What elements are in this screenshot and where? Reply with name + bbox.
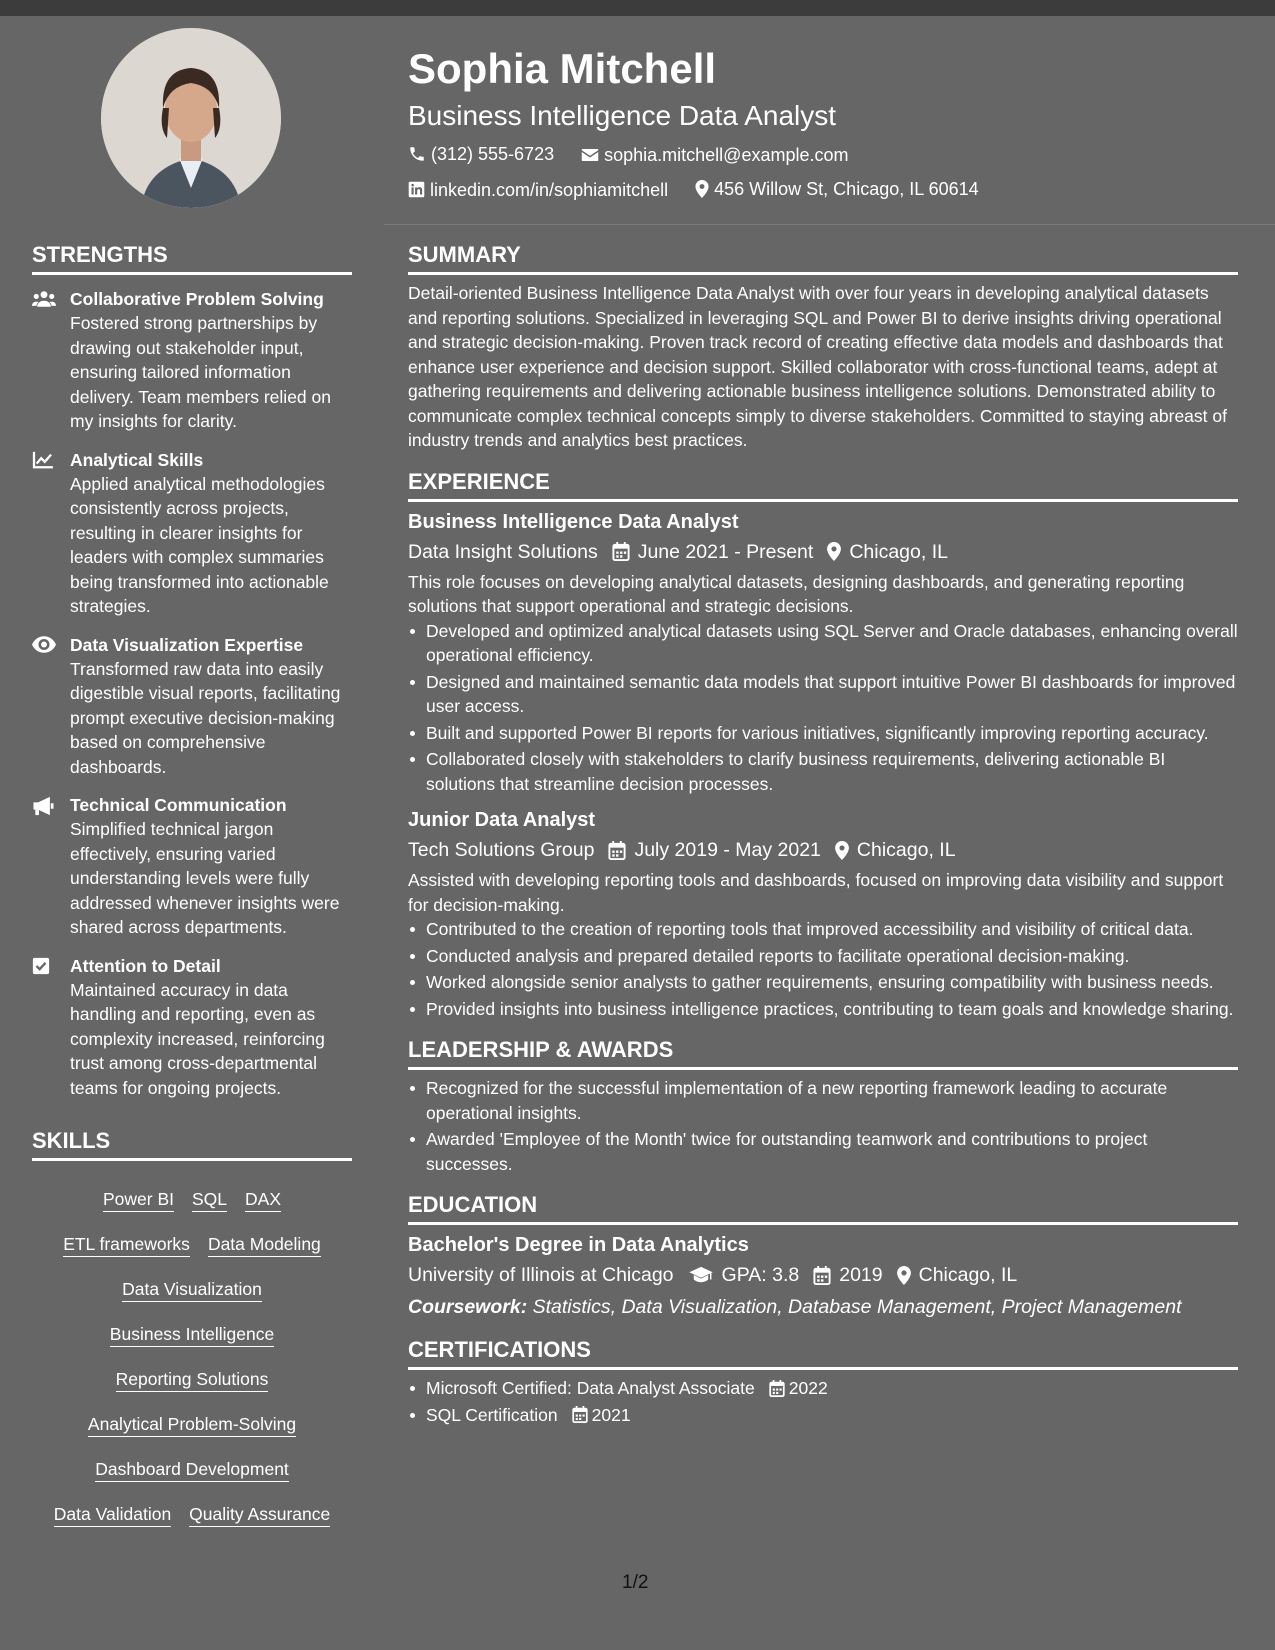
- job-dates: July 2019 - May 2021: [634, 839, 821, 861]
- job-bullets: [408, 917, 1238, 1021]
- strength-item: [32, 287, 352, 434]
- list-item: Collaborated closely with stakeholders to clarify business requirements, delivering actionable BI solutions that streamline decision processes.: [426, 747, 1238, 796]
- summary-heading: SUMMARY: [408, 240, 1238, 275]
- skill-tag: Data Validation: [54, 1503, 171, 1527]
- address-text: 456 Willow St, Chicago, IL 60614: [714, 179, 979, 199]
- calendar-icon: [608, 841, 626, 860]
- list-item: [426, 1376, 1238, 1401]
- right-column: [408, 240, 1238, 1441]
- certifications-list: [408, 1376, 1238, 1427]
- linkedin-text: linkedin.com/in/sophiamitchell: [430, 179, 669, 200]
- phone-contact[interactable]: [408, 138, 554, 170]
- job-dates: June 2021 - Present: [637, 540, 814, 563]
- strength-desc: Simplified technical jargon effectively, ensuring varied understanding levels were fully addressed whenever insights were shared across departments.: [70, 819, 340, 937]
- strength-item: [32, 954, 352, 1101]
- strength-desc: Transformed raw data into easily digestible visual reports, facilitating prompt executive decision-making based on comprehensive dashboards.: [70, 658, 341, 777]
- education-heading: EDUCATION: [408, 1190, 1238, 1225]
- candidate-name: Sophia Mitchell: [408, 45, 717, 92]
- calendar-icon: [813, 1266, 831, 1285]
- degree-title: Bachelor's Degree in Data Analytics: [408, 1234, 749, 1256]
- map-marker-icon: [827, 542, 841, 561]
- strength-name: Data Visualization Expertise: [70, 634, 304, 655]
- skill-tag: Dashboard Development: [95, 1458, 289, 1482]
- school-name: University of Illinois at Chicago: [408, 1264, 674, 1286]
- experience-heading: EXPERIENCE: [408, 467, 1238, 502]
- strength-name: Technical Communication: [70, 795, 287, 815]
- phone-icon: [408, 145, 426, 163]
- skill-tag: Power BI: [103, 1188, 174, 1212]
- skill-tag: DAX: [245, 1188, 281, 1212]
- experience-section: [408, 467, 1238, 1022]
- strength-name: Attention to Detail: [70, 955, 221, 976]
- phone-text: (312) 555-6723: [431, 144, 555, 164]
- job-position: Junior Data Analyst: [408, 809, 596, 831]
- calendar-icon: [612, 542, 630, 561]
- coursework-label: Coursework:: [408, 1296, 528, 1318]
- skill-tag: Reporting Solutions: [116, 1368, 269, 1392]
- skill-tag: Quality Assurance: [189, 1503, 330, 1527]
- summary-text: Detail-oriented Business Intelligence Data Analyst with over four years in developing analytical datasets and reporting solutions. Specialized in leveraging SQL and Power BI to derive insights driving operational and strategic decision-making. Proven track record of creating effective data models and dashboards that enhance user experience and decision support. Skilled collaborator with cross-functional teams, adept at gathering requirements and delivering actionable business intelligence solutions. Demonstrated ability to communicate complex technical concepts simply to diverse stakeholders. Committed to staying abreast of industry trends and analytics best practices.: [408, 283, 1227, 450]
- list-item: Awarded 'Employee of the Month' twice for outstanding teamwork and contributions to project successes.: [426, 1127, 1238, 1176]
- linkedin-contact[interactable]: [408, 174, 668, 206]
- strength-desc: Fostered strong partnerships by drawing out stakeholder input, ensuring tailored information delivery. Team members relied on my insights for clarity.: [70, 313, 331, 431]
- page-number: 1/2: [622, 1572, 649, 1593]
- linkedin-icon: [408, 181, 425, 198]
- map-marker-icon: [897, 1266, 911, 1285]
- skill-tag: Data Visualization: [122, 1278, 262, 1302]
- cert-year: 2022: [788, 1378, 828, 1398]
- users-icon: [32, 290, 56, 308]
- strength-name: Analytical Skills: [70, 449, 204, 470]
- list-item: Recognized for the successful implementation of a new reporting framework leading to accurate operational insights.: [426, 1076, 1238, 1125]
- job-location: Chicago, IL: [856, 839, 956, 861]
- strength-item: [32, 793, 352, 940]
- list-item: Provided insights into business intelligence practices, contributing to team goals and knowledge sharing.: [426, 997, 1238, 1022]
- job-location: Chicago, IL: [849, 540, 948, 563]
- list-item: Conducted analysis and prepared detailed reports to facilitate operational decision-making.: [426, 944, 1238, 969]
- contact-row-1: [408, 138, 1238, 173]
- summary-section: [408, 240, 1238, 453]
- job-company: Tech Solutions Group: [408, 839, 595, 861]
- calendar-icon: [769, 1380, 785, 1397]
- contact-row-2: [408, 173, 1238, 208]
- certifications-heading: CERTIFICATIONS: [408, 1335, 1238, 1370]
- list-item: Built and supported Power BI reports for various initiatives, significantly improving reporting accuracy.: [426, 721, 1238, 746]
- skill-tag: ETL frameworks: [63, 1233, 190, 1257]
- header-divider: [384, 224, 1275, 225]
- skill-tag: Analytical Problem-Solving: [88, 1413, 296, 1437]
- job-title: Business Intelligence Data Analyst: [408, 100, 837, 131]
- job-position: Business Intelligence Data Analyst: [408, 510, 739, 533]
- job-entry: [408, 806, 1238, 1021]
- job-meta: [408, 834, 1238, 866]
- top-bar: [0, 0, 1275, 16]
- checkbox-icon: [32, 957, 50, 975]
- leadership-heading: LEADERSHIP & AWARDS: [408, 1035, 1238, 1070]
- job-meta: [408, 536, 1238, 568]
- leadership-section: [408, 1035, 1238, 1176]
- certifications-section: [408, 1335, 1238, 1427]
- graduation-year: 2019: [839, 1264, 883, 1286]
- address-contact: [695, 173, 978, 205]
- map-marker-icon: [695, 180, 709, 198]
- graduation-cap-icon: [688, 1266, 714, 1284]
- coursework: [408, 1293, 1238, 1321]
- gpa-text: GPA: 3.8: [721, 1264, 800, 1286]
- strength-item: [32, 448, 352, 619]
- strengths-heading: STRENGTHS: [32, 240, 352, 275]
- skills-list: [32, 1173, 352, 1537]
- skills-heading: SKILLS: [32, 1126, 352, 1161]
- eye-icon: [32, 636, 56, 653]
- skill-tag: Data Modeling: [208, 1233, 321, 1257]
- list-item: [426, 1403, 1238, 1428]
- coursework-text: Statistics, Data Visualization, Database Management, Project Management: [532, 1296, 1182, 1318]
- cert-name: Microsoft Certified: Data Analyst Associate: [426, 1378, 755, 1398]
- job-description: This role focuses on developing analytical datasets, designing dashboards, and generating reporting solutions that support operational and strategic decisions.: [408, 571, 1185, 616]
- header: [408, 40, 1238, 208]
- list-item: Contributed to the creation of reporting tools that improved accessibility and visibility of critical data.: [426, 917, 1238, 942]
- strength-desc: Maintained accuracy in data handling and reporting, even as complexity increased, reinforcing trust among cross-departmental teams for ongoing projects.: [70, 979, 325, 1098]
- list-item: Designed and maintained semantic data models that support intuitive Power BI dashboards for improved user access.: [426, 670, 1238, 719]
- chart-line-icon: [32, 451, 54, 469]
- strength-item: [32, 633, 352, 780]
- email-contact[interactable]: [581, 139, 848, 171]
- map-marker-icon: [835, 841, 849, 860]
- job-bullets: [408, 619, 1238, 797]
- education-location: Chicago, IL: [918, 1264, 1018, 1286]
- megaphone-icon: [32, 796, 55, 816]
- cert-year: 2021: [591, 1404, 631, 1425]
- education-meta: [408, 1259, 1238, 1291]
- list-item: Developed and optimized analytical datasets using SQL Server and Oracle databases, enhancing overall operational efficiency.: [426, 619, 1238, 668]
- email-text: sophia.mitchell@example.com: [604, 145, 849, 165]
- job-company: Data Insight Solutions: [408, 540, 598, 563]
- envelope-icon: [581, 147, 599, 163]
- skill-tag: SQL: [192, 1188, 227, 1212]
- education-section: [408, 1190, 1238, 1321]
- strength-name: Collaborative Problem Solving: [70, 289, 324, 309]
- calendar-icon: [572, 1406, 588, 1423]
- cert-name: SQL Certification: [426, 1404, 558, 1425]
- strength-desc: Applied analytical methodologies consistently across projects, resulting in clearer insights for leaders with complex summaries being transformed into actionable strategies.: [70, 473, 329, 616]
- leadership-list: [408, 1076, 1238, 1176]
- skill-tag: Business Intelligence: [110, 1323, 274, 1347]
- left-column: [32, 240, 352, 1537]
- job-description: Assisted with developing reporting tools and dashboards, focused on improving data visibility and support for decision-making.: [408, 870, 1224, 915]
- avatar: [101, 28, 281, 208]
- job-entry: [408, 508, 1238, 797]
- list-item: Worked alongside senior analysts to gather requirements, ensuring compatibility with business needs.: [426, 970, 1238, 995]
